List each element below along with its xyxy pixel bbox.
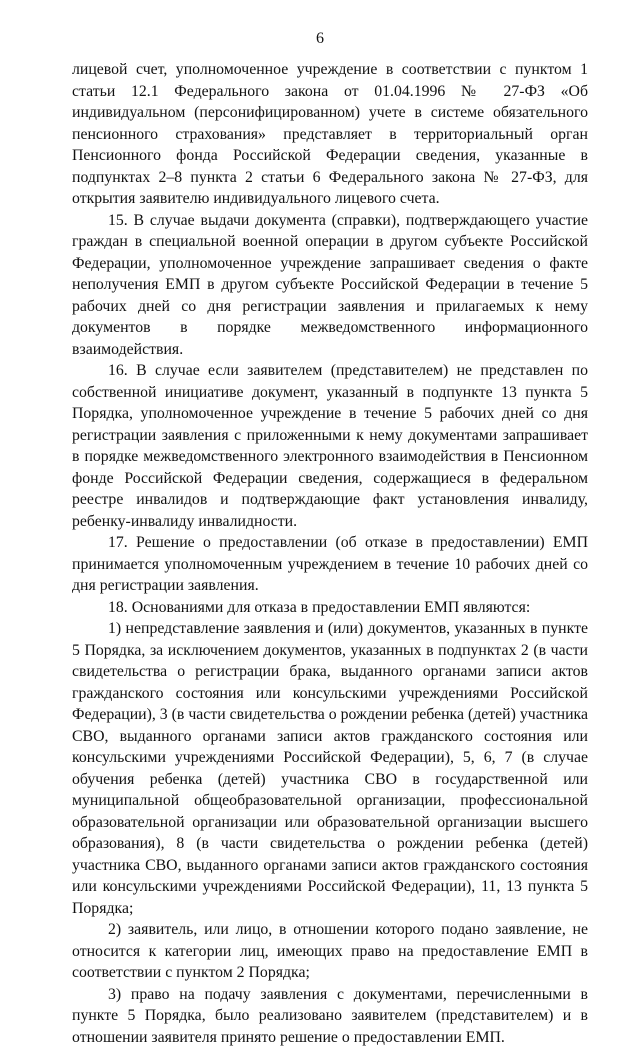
paragraph-18-item-2: 2) заявитель, или лицо, в отношении которого подано заявление, не относится к категории лиц, имеющих право на предоставление ЕМП в соответствии с пунктом 2 Порядка; <box>72 919 588 984</box>
paragraph-15: 15. В случае выдачи документа (справки), подтверждающего участие граждан в специальной военной операции в другом субъекте Российской Федерации, уполномоченное учреждение запрашивает сведения о факте неполучения ЕМП в другом субъекте Российской Федерации в течение 5 рабочих дней со дня регистрации заявления и прилагаемых к нему документов в порядке межведомственного информационного взаимодействия. <box>72 210 588 361</box>
paragraph-16: 16. В случае если заявителем (представителем) не представлен по собственной инициативе документ, указанный в подпункте 13 пункта 5 Порядка, уполномоченное учреждение в течение 5 рабочих дней со дня регистрации заявления с приложенными к нему документами запрашивает в порядке межведомственного электронного взаимодействия в Пенсионном фонде Российской Федерации сведения, содержащиеся в федеральном реестре инвалидов и подтверждающие факт установления инвалиду, ребенку-инвалиду инвалидности. <box>72 360 588 532</box>
document-body <box>72 59 588 1048</box>
paragraph-continuation: лицевой счет, уполномоченное учреждение в соответствии с пунктом 1 статьи 12.1 Федерального закона от 01.04.1996 № 27-ФЗ «Об индивидуальном (персонифицированном) учете в системе обязательного пенсионного страхования» представляет в территориальный орган Пенсионного фонда Российской Федерации сведения, указанные в подпунктах 2–8 пункта 2 статьи 6 Федерального закона № 27-ФЗ, для открытия заявителю индивидуального лицевого счета. <box>72 59 588 210</box>
paragraph-17: 17. Решение о предоставлении (об отказе в предоставлении) ЕМП принимается уполномоченным учреждением в течение 10 рабочих дней со дня регистрации заявления. <box>72 532 588 597</box>
paragraph-18-item-1: 1) непредставление заявления и (или) документов, указанных в пункте 5 Порядка, за исключением документов, указанных в подпунктах 2 (в части свидетельства о регистрации брака, выданного органами записи актов гражданского состояния или консульскими учреждениями Российской Федерации), 3 (в части свидетельства о рождении ребенка (детей) участника СВО, выданного органами записи актов гражданского состояния или консульскими учреждениями Российской Федерации), 5, 6, 7 (в случае обучения ребенка (детей) участника СВО в государственной или муниципальной общеобразовательной организации, профессиональной образовательной организации или образовательной организации высшего образования), 8 (в части свидетельства о рождении ребенка (детей) участника СВО, выданного органами записи актов гражданского состояния или консульскими учреждениями Российской Федерации), 11, 13 пункта 5 Порядка; <box>72 618 588 919</box>
page-number: 6 <box>0 30 640 48</box>
paragraph-18-item-3: 3) право на подачу заявления с документами, перечисленными в пункте 5 Порядка, было реализовано заявителем (представителем) и в отношении заявителя принято решение о предоставлении ЕМП. <box>72 984 588 1048</box>
paragraph-18: 18. Основаниями для отказа в предоставлении ЕМП являются: <box>72 597 588 619</box>
